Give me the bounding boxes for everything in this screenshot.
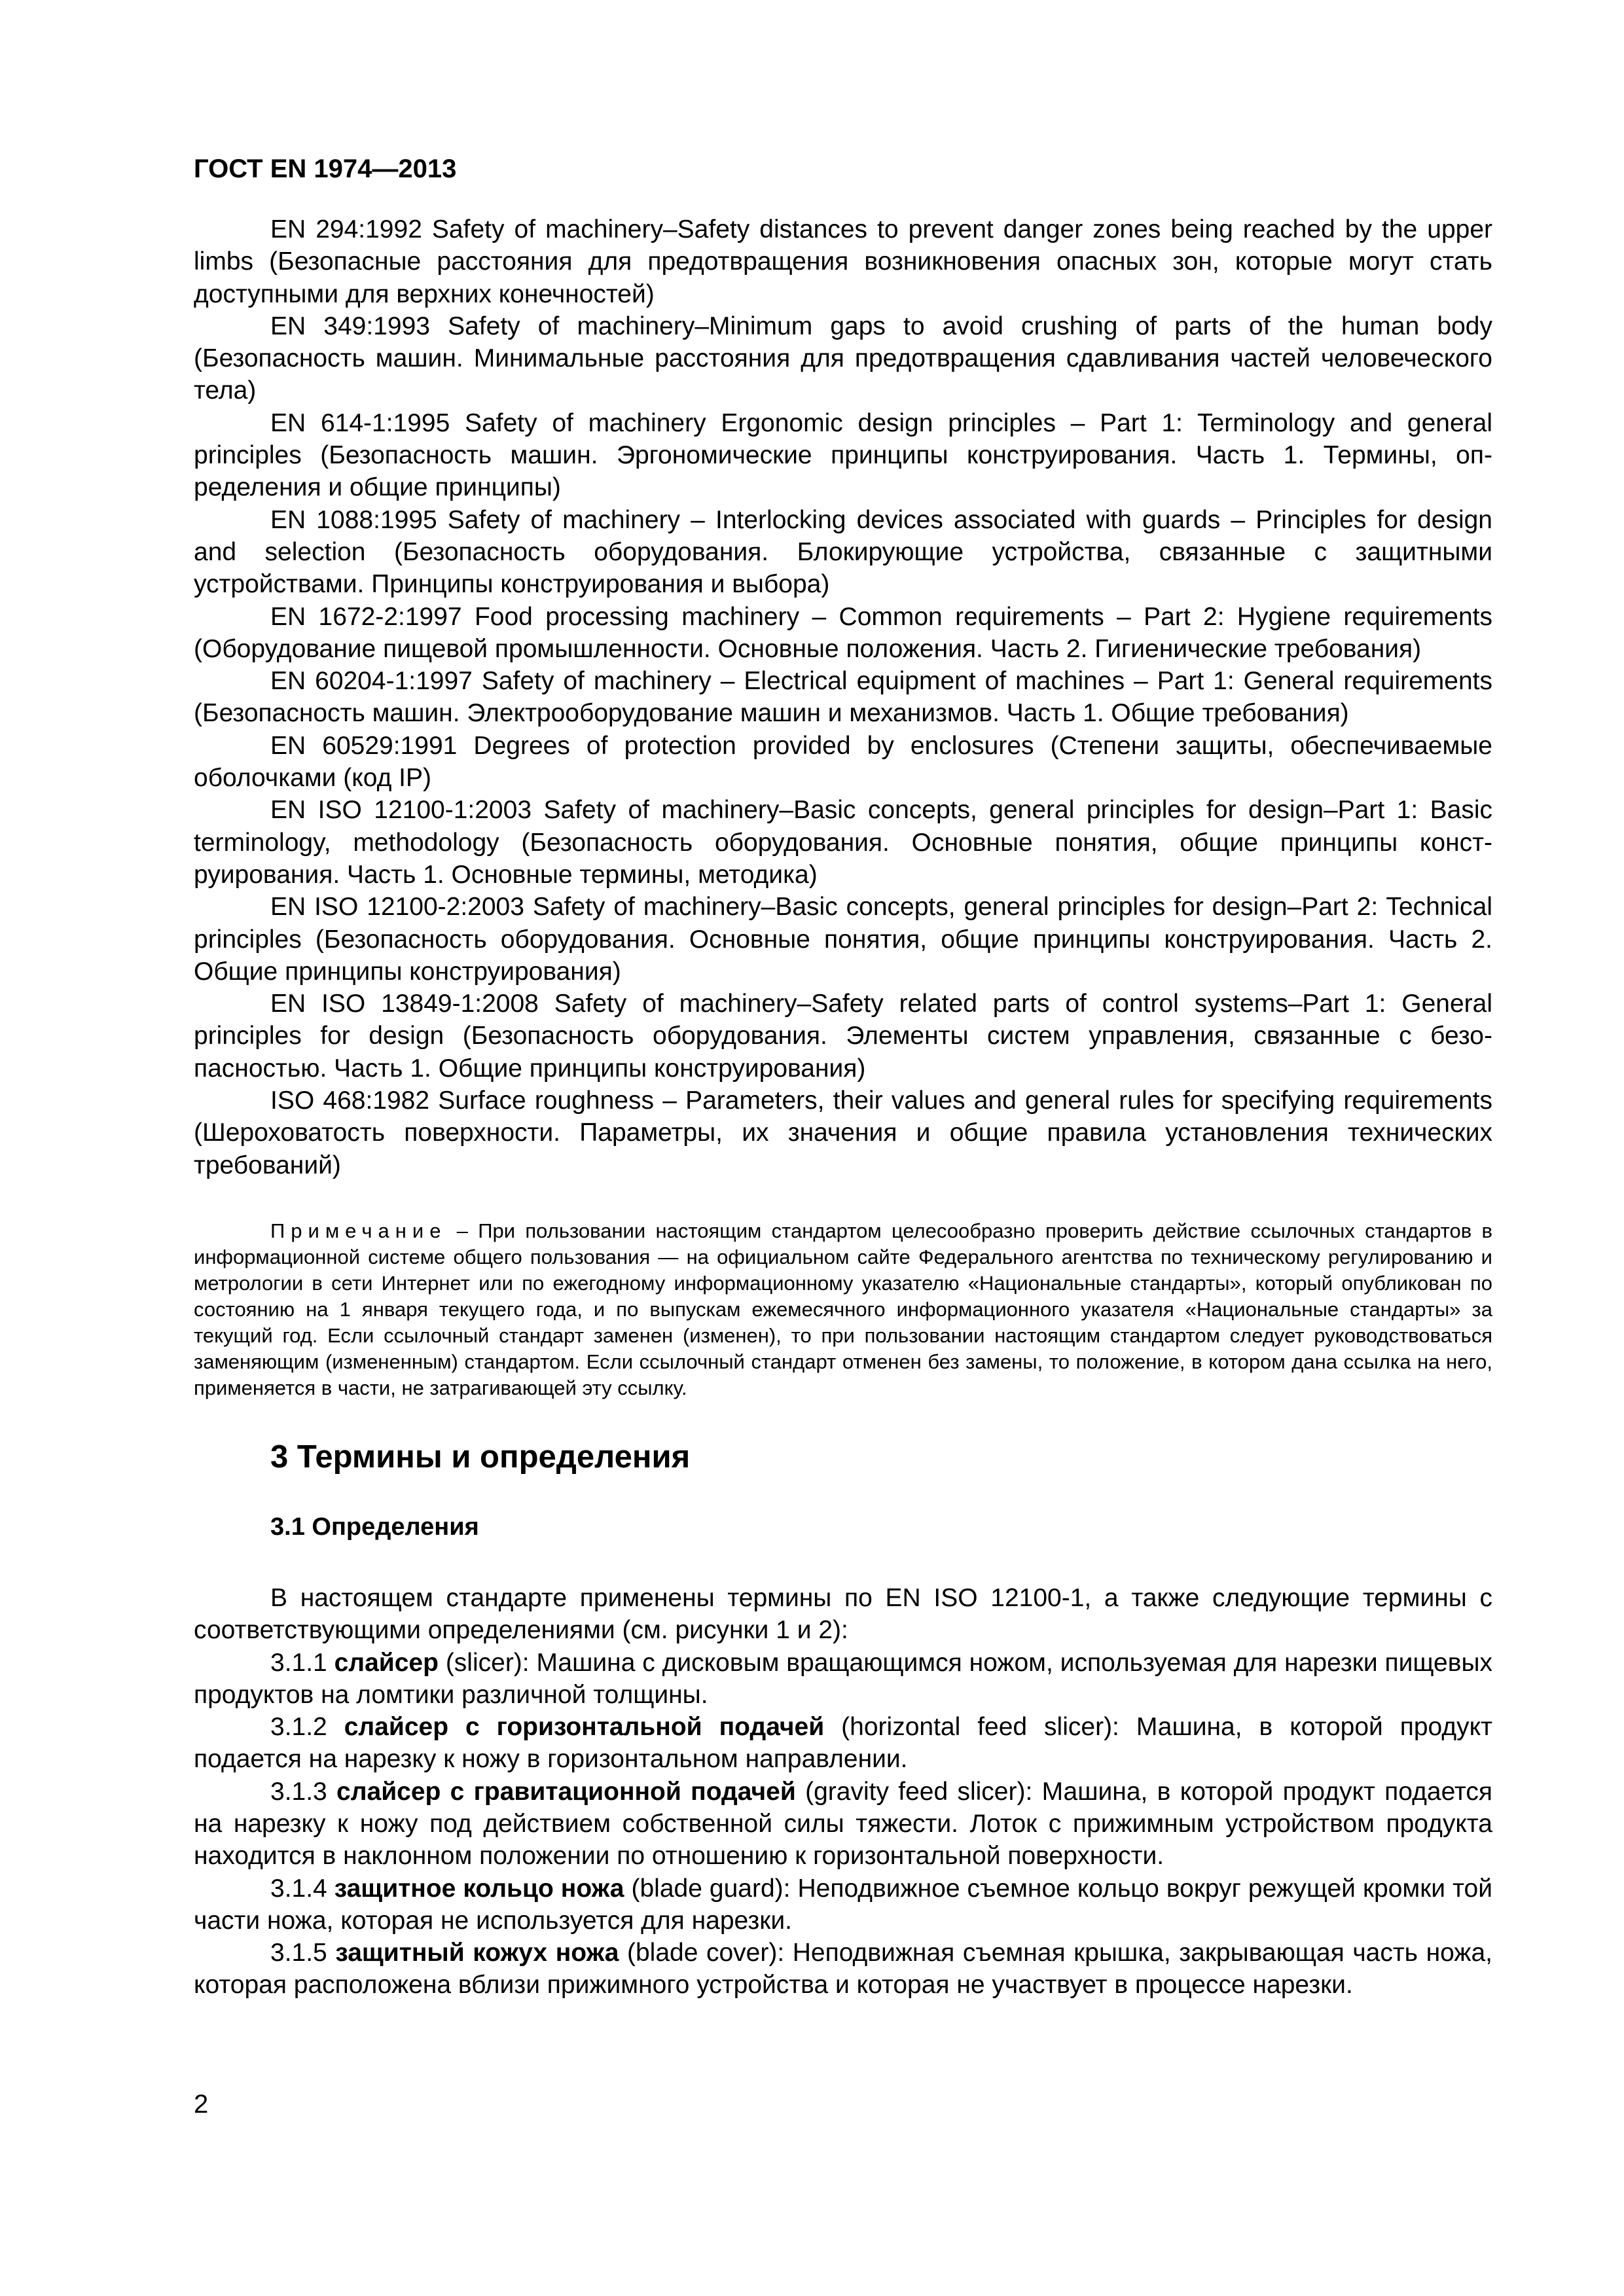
page-content: [194, 213, 1492, 2001]
definition-item: [194, 1711, 1492, 1776]
definition-text: (blade cover): Неподвижная съемная крышка, закрывающая часть ножа, которая расположена вблизи прижимного устройства и которая не участвует в процессе нарезки.: [194, 1939, 1492, 2000]
note-paragraph: [194, 1218, 1492, 1401]
definition-text: (slicer): Машина с дисковым вращающимся ножом, используемая для нарезки пищевых продуктов на ломтики различной толщины.: [194, 1648, 1492, 1709]
definition-number: 3.1.4: [270, 1874, 334, 1903]
definition-term: защитный кожух ножа: [335, 1939, 619, 1967]
definition-term: слайсер с горизонтальной подачей: [344, 1713, 825, 1742]
definition-number: 3.1.2: [270, 1713, 344, 1742]
note-text: – При пользовании настоящим стандартом целесообразно проверить действие ссылочных стандартов в информационной системе общего пользования — на официальном сайте Федерального агентства по техническому регулированию и метрологии в сети Интернет или по ежегодному информационному указателю «Национальные стандарты», который опубликован по состоянию на 1 января текущего года, и по выпускам ежемесячного информационного указателя «Национальные стандарты» за текущий год. Если ссылочный стандарт заменен (изменен), то при пользовании настоящим стандартом следует руководствоваться заменяющим (измененным) стандартом. Если ссылочный стандарт отменен без замены, то положение, в котором дана ссылка на него, применяется в части, не затрагивающей эту ссылку.: [194, 1219, 1492, 1399]
reference-item: EN ISO 13849-1:2008 Safety of machinery–Safety related parts of control systems–Part 1: General principles for design (Безопасность оборудования. Элементы систем управления, связанные с безопасностью. Часть 1. Общие принципы конструирования): [194, 990, 1492, 1083]
reference-item: ISO 468:1982 Surface roughness – Parameters, their values and general rules for specifying requirements (Шероховатость поверхности. Параметры, их значения и общие правила установления технических требований): [194, 1086, 1492, 1179]
note-label: Примечание: [270, 1219, 447, 1242]
reference-item: EN 1088:1995 Safety of machinery – Interlocking devices associated with guards – Principles for design and selection (Безопасность оборудования. Блокирующие устройства, связанные с защитными устройствами. Принципы конструирования и выбора): [194, 505, 1492, 599]
subsection-title: 3.1 Определения: [270, 1513, 479, 1541]
definition-text: (gravity feed slicer): Машина, в которой продукт подается на нарезку к ножу под действием собственной силы тяжести. Лоток с прижимным устройством продукта находится в наклонном положении по отношению к горизонтальной поверхности.: [194, 1777, 1493, 1871]
reference-item: EN 294:1992 Safety of machinery–Safety distances to prevent danger zones being reached by the upper limbs (Безопасные расстояния для предотвращения возникновения опасных зон, которые могут стать доступными для верхних конечностей): [194, 215, 1492, 308]
reference-item: EN ISO 12100-1:2003 Safety of machinery–Basic concepts, general principles for design–Part 1: Basic terminology, methodology (Безопасность оборудования. Основные понятия, общие принципы конструирования. Часть 1. Основные термины, методика): [194, 796, 1492, 889]
definition-term: защитное кольцо ножа: [334, 1874, 624, 1903]
reference-item: EN 60204-1:1997 Safety of machinery – Electrical equipment of machines – Part 1: General requirements (Безопасность машин. Электрооборудование машин и механизмов. Часть 1. Общие требования): [194, 667, 1492, 728]
definition-item: [194, 1647, 1492, 1712]
normative-references-list: [194, 213, 1492, 1181]
definition-term: слайсер с гравитационной подачей: [336, 1777, 796, 1806]
definition-number: 3.1.1: [270, 1648, 334, 1677]
definition-number: 3.1.3: [270, 1777, 337, 1806]
standard-code-header: ГОСТ EN 1974—2013: [194, 154, 457, 183]
reference-item: EN ISO 12100-2:2003 Safety of machinery–Basic concepts, general principles for design–Part 2: Technical principles (Безопасность оборудования. Основные понятия, общие принципы конструирования. Часть 2. Общие принципы конструирования): [194, 893, 1492, 986]
reference-item: EN 349:1993 Safety of machinery–Minimum gaps to avoid crushing of parts of the human body (Безопасность машин. Минимальные расстояния для предотвращения сдавливания частей человеческого тела): [194, 312, 1492, 405]
definition-text: (horizontal feed slicer): Машина, в которой продукт подается на нарезку к ножу в горизонтальном направлении.: [194, 1713, 1493, 1774]
definitions-intro: В настоящем стандарте применены термины по EN ISO 12100-1, а также следующие термины с соответствующими определениями (см. рисунки 1 и 2):: [194, 1583, 1492, 1645]
section-title: 3 Термины и определения: [270, 1439, 691, 1475]
definition-item: [194, 1776, 1492, 1873]
reference-item: EN 614-1:1995 Safety of machinery Ergonomic design principles – Part 1: Terminology and general principles (Безопасность машин. Эргономические принципы конструирования. Часть 1. Термины, определения и общие принципы): [194, 408, 1492, 502]
page-number: 2: [194, 2090, 209, 2119]
definition-term: слайсер: [334, 1648, 439, 1677]
reference-item: EN 1672-2:1997 Food processing machinery – Common requirements – Part 2: Hygiene requirements (Оборудование пищевой промышленности. Основные положения. Часть 2. Гигиенические требования): [194, 602, 1492, 663]
definition-item: [194, 1937, 1492, 2001]
definition-number: 3.1.5: [270, 1939, 336, 1967]
reference-item: EN 60529:1991 Degrees of protection provided by enclosures (Степени защиты, обеспечиваемые оболочками (код IP): [194, 731, 1492, 793]
definition-text: (blade guard): Неподвижное съемное кольцо вокруг режущей кромки той части ножа, которая не используется для нарезки.: [194, 1874, 1492, 1935]
definition-item: [194, 1873, 1492, 1937]
